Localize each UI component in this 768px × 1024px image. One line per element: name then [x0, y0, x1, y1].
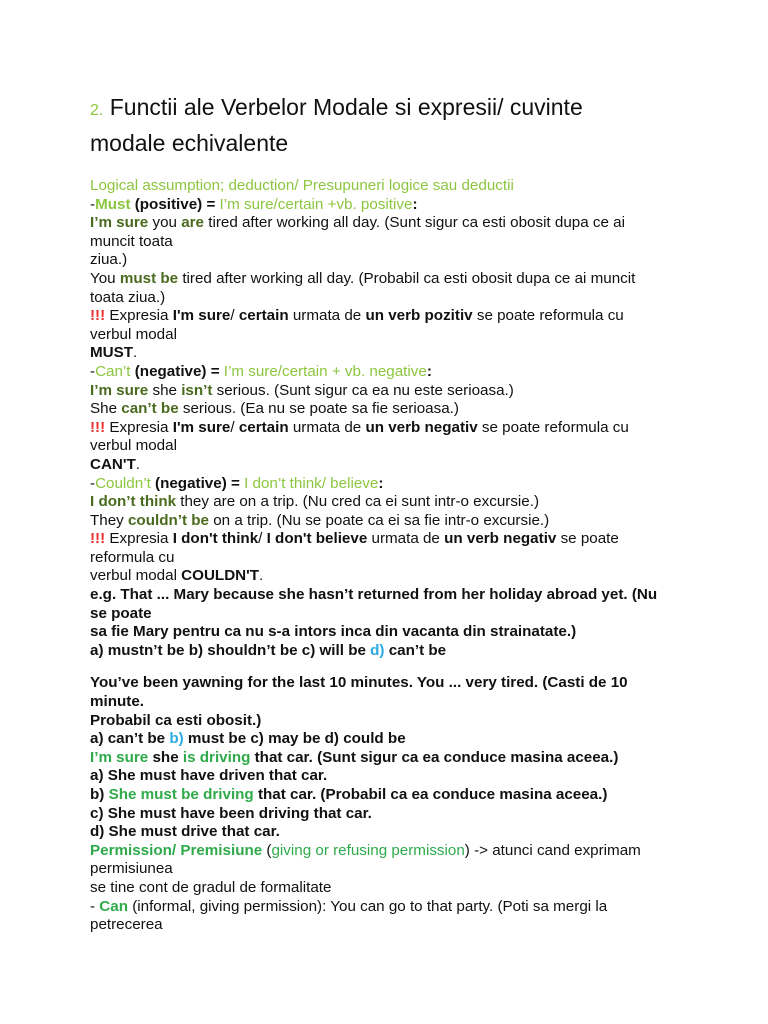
text-segment: serious. (Sunt sigur ca ea nu este serioasa.) [212, 381, 514, 399]
text-line [90, 693, 690, 712]
text-line [90, 786, 690, 805]
text-segment: ziua.) [90, 251, 128, 269]
text-segment: I'm sure [172, 418, 231, 436]
text-segment: CAN'T [90, 455, 136, 473]
text-line [90, 251, 690, 270]
text-line [90, 233, 690, 252]
text-segment: verbul modal [90, 567, 182, 585]
text-segment: se poate reformula cu [472, 307, 624, 325]
text-segment: I’m sure [90, 214, 149, 232]
text-line [90, 196, 690, 215]
text-segment: can’t be [121, 400, 179, 418]
text-segment: Expresia [105, 530, 173, 548]
text-segment: certain [238, 418, 289, 436]
text-segment: is driving [182, 748, 251, 766]
text-line [90, 419, 690, 438]
text-segment: . [133, 344, 138, 362]
text-segment: muncit toata [90, 232, 173, 250]
text-segment: petrecerea [90, 916, 163, 934]
text-segment: - [90, 195, 96, 213]
text-segment: / [230, 307, 239, 325]
text-line [90, 400, 690, 419]
text-segment: can’t be [384, 641, 447, 659]
text-segment: COULDN'T [181, 567, 260, 585]
text-segment: tired after working all day. (Sunt sigur ca esti obosit dupa ce ai [204, 214, 625, 232]
text-line [90, 749, 690, 768]
section-title-line-1: Functii ale Verbelor Modale si expresii/ cuvinte [109, 94, 583, 120]
text-line [90, 344, 690, 363]
text-line [90, 642, 690, 661]
text-segment: d) [370, 641, 385, 659]
text-segment: she [148, 381, 182, 399]
text-line [90, 363, 690, 382]
text-segment: - [90, 897, 100, 915]
text-segment: . [259, 567, 264, 585]
text-segment: She [90, 400, 122, 418]
text-segment: un verb negativ [365, 418, 478, 436]
text-segment: b) [90, 786, 109, 803]
text-segment: MUST [90, 344, 134, 362]
text-segment: I don’t think [90, 493, 177, 511]
text-segment: se tine cont de gradul de formalitate [90, 878, 332, 896]
text-segment: b) [169, 730, 184, 748]
text-segment: urmata de [288, 307, 366, 325]
text-segment: She must be driving [108, 786, 254, 803]
text-segment: ( [262, 841, 272, 859]
document-body [90, 177, 690, 935]
text-segment: e.g. That ... Mary because she hasn’t returned from her holiday abroad yet. (Nu [90, 586, 658, 604]
text-segment: Logical assumption; deduction/ Presupuneri logice sau deductii [90, 177, 514, 194]
text-segment: se poate [556, 530, 619, 548]
text-segment: You [90, 269, 120, 287]
text-segment: (negative) = [150, 474, 245, 492]
text-segment: I don’t think/ believe [244, 474, 379, 492]
text-segment: toata ziua.) [90, 288, 166, 306]
text-segment: must be [119, 269, 179, 287]
text-segment: I don't believe [266, 530, 368, 548]
text-segment: se poate reformula cu [477, 418, 629, 436]
text-segment: a) can’t be [90, 730, 170, 748]
text-segment: / [258, 530, 267, 548]
text-segment: I’m sure [90, 381, 149, 399]
text-segment: isn’t [181, 381, 213, 399]
text-segment: reformula cu [90, 548, 175, 566]
text-segment: (positive) = [130, 195, 220, 213]
text-line [90, 767, 690, 786]
text-segment: un verb pozitiv [365, 307, 473, 325]
text-line [90, 674, 690, 693]
text-segment: tired after working all day. (Probabil ca esti obosit dupa ce ai muncit [178, 269, 636, 287]
section-title [90, 91, 690, 159]
text-line [90, 177, 690, 196]
text-segment: they are on a trip. (Nu cred ca ei sunt intr-o excursie.) [176, 493, 540, 511]
text-segment: c) She must have been driving that car. [90, 804, 372, 822]
text-segment: she [148, 748, 183, 766]
text-line [90, 289, 690, 308]
text-segment: d) She must drive that car. [90, 823, 280, 841]
text-segment: Permission/ Premisiune [90, 841, 263, 859]
section-number: 2. [90, 102, 104, 119]
text-segment: You’ve been yawning for the last 10 minutes. You ... very tired. (Casti de 10 [90, 674, 628, 692]
text-segment: that car. (Sunt sigur ca ea conduce masina aceea.) [250, 748, 619, 766]
text-segment: - [90, 474, 96, 492]
text-line [90, 567, 690, 586]
text-segment: Expresia [105, 418, 173, 436]
text-line [90, 549, 690, 568]
text-segment: Must [95, 195, 131, 213]
text-segment: : [378, 474, 384, 492]
text-segment: that car. (Probabil ca ea conduce masina aceea.) [253, 786, 608, 803]
text-segment: sa fie Mary pentru ca nu s-a intors inca din vacanta din strainatate.) [90, 623, 577, 641]
text-segment: ) -> atunci cand exprimam [464, 841, 641, 859]
text-line [90, 382, 690, 401]
text-segment: minute. [90, 693, 145, 711]
text-line [90, 916, 690, 935]
text-segment: a) mustn’t be b) shouldn’t be c) will be [90, 641, 371, 659]
text-line [90, 712, 690, 731]
text-segment: you [148, 214, 182, 232]
text-segment: Can [99, 897, 128, 915]
text-segment: I don't think [172, 530, 259, 548]
text-line [90, 823, 690, 842]
section-title-line-2: modale echivalente [90, 130, 289, 156]
text-line [90, 270, 690, 289]
text-segment: Expresia [105, 307, 173, 325]
text-line [90, 475, 690, 494]
text-line [90, 326, 690, 345]
text-segment: I’m sure [90, 748, 149, 766]
text-line [90, 512, 690, 531]
text-line [90, 805, 690, 824]
text-segment: un verb negativ [444, 530, 557, 548]
text-segment: serious. (Ea nu se poate sa fie serioasa.) [178, 400, 459, 418]
text-segment: !!! [90, 418, 106, 436]
text-line [90, 860, 690, 879]
text-line [90, 879, 690, 898]
text-line [90, 456, 690, 475]
text-segment: (negative) = [130, 362, 224, 380]
text-segment: They [90, 511, 128, 529]
text-segment: urmata de [367, 530, 445, 548]
text-segment: . [135, 455, 141, 473]
text-segment: on a trip. (Nu se poate ca ei sa fie intr-o excursie.) [208, 511, 550, 529]
text-segment: I'm sure [172, 307, 231, 325]
document-page [90, 91, 690, 935]
text-line [90, 493, 690, 512]
text-line [90, 530, 690, 549]
text-segment: verbul modal [90, 325, 177, 343]
text-segment: Can’t [95, 362, 131, 380]
text-line [90, 842, 690, 861]
text-segment: I’m sure/certain + vb. negative [223, 362, 427, 380]
text-segment: must be c) may be d) could be [183, 730, 406, 748]
text-line [90, 898, 690, 917]
text-segment: permisiunea [90, 860, 173, 878]
text-line [90, 214, 690, 233]
text-line [90, 586, 690, 605]
text-segment: Couldn’t [95, 474, 151, 492]
text-segment: are [181, 214, 204, 232]
text-segment: I’m sure/certain +vb. positive [219, 195, 413, 213]
text-segment: a) She must have driven that car. [90, 767, 328, 785]
text-segment: : [412, 195, 418, 213]
text-segment: !!! [90, 307, 106, 325]
text-line [90, 730, 690, 749]
text-segment: (informal, giving permission): You can go to that party. (Poti sa mergi la [127, 897, 608, 915]
text-segment: urmata de [288, 418, 366, 436]
paragraph-gap [90, 660, 690, 674]
text-segment: - [90, 362, 96, 380]
text-segment: Probabil ca esti obosit.) [90, 711, 262, 729]
text-segment: : [426, 362, 432, 380]
text-segment: certain [238, 307, 289, 325]
text-segment: !!! [90, 530, 106, 548]
text-segment: se poate [90, 604, 152, 622]
text-segment: giving or refusing permission [271, 841, 465, 859]
text-line [90, 605, 690, 624]
text-line [90, 623, 690, 642]
text-segment: verbul modal [90, 437, 177, 455]
text-segment: couldn’t be [127, 511, 209, 529]
text-segment: / [230, 418, 239, 436]
text-line [90, 307, 690, 326]
text-line [90, 437, 690, 456]
